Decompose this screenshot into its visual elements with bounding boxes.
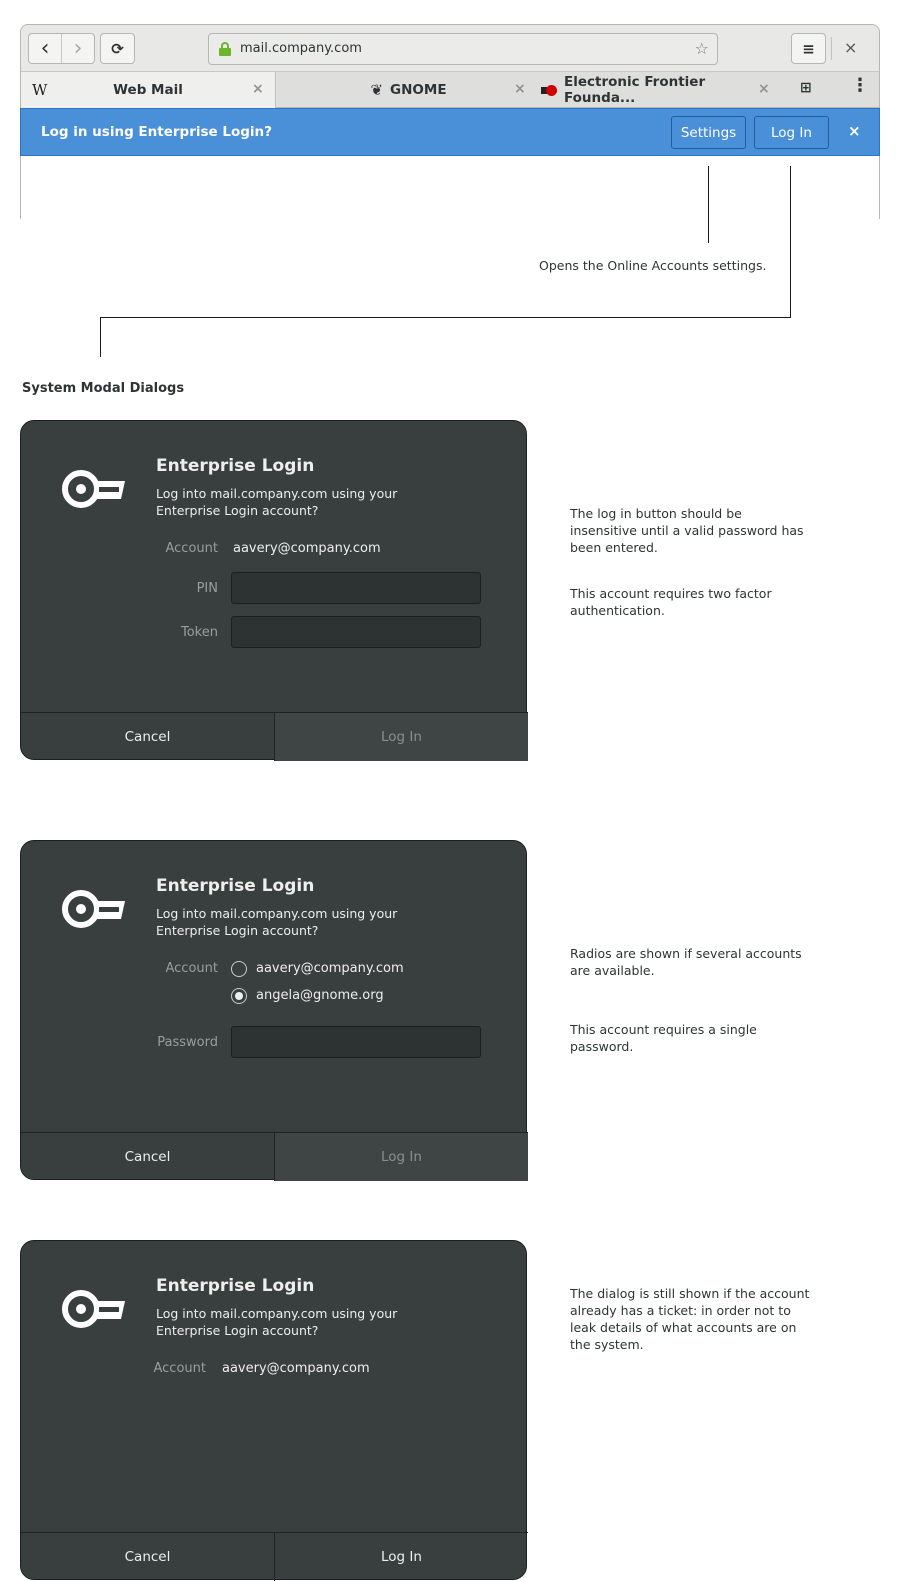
- tab-close-icon[interactable]: ×: [514, 81, 526, 97]
- menu-icon: ≡: [802, 39, 815, 58]
- dialog-description: Log into mail.company.com using your Enterprise Login account?: [156, 486, 398, 518]
- new-tab-icon[interactable]: ⊞: [800, 80, 812, 96]
- address-bar[interactable]: [208, 33, 718, 65]
- single-password-note: This account requires a single password.: [570, 1022, 757, 1054]
- tab-close-icon[interactable]: ×: [252, 81, 264, 97]
- page-content: [20, 156, 880, 219]
- login-callout-line-drop: [100, 317, 101, 357]
- bookmark-star-icon[interactable]: ☆: [694, 39, 709, 58]
- login-button[interactable]: Log In: [274, 713, 528, 761]
- tab-close-icon[interactable]: ×: [758, 81, 770, 97]
- dialog-footer: [21, 1532, 528, 1581]
- login-button[interactable]: Log In: [274, 1533, 528, 1581]
- login-button[interactable]: Log In: [274, 1133, 528, 1181]
- pin-label: PIN: [196, 581, 218, 596]
- radios-note: Radios are shown if several accounts are available.: [570, 946, 802, 978]
- tab-bar: [20, 71, 880, 108]
- dialog-title: Enterprise Login: [156, 456, 315, 476]
- infobar-message: Log in using Enterprise Login?: [41, 124, 272, 140]
- tab-web-mail[interactable]: [21, 72, 276, 108]
- window-close-icon[interactable]: ×: [844, 38, 858, 57]
- dialog-title: Enterprise Login: [156, 1276, 315, 1296]
- enterprise-login-dialog-multi-account: [20, 840, 527, 1180]
- eff-icon: [541, 85, 557, 96]
- tab-label: GNOME: [390, 82, 447, 98]
- key-icon: [61, 889, 127, 929]
- back-button[interactable]: [29, 34, 61, 63]
- enterprise-login-dialog-ticket: [20, 1240, 527, 1580]
- wikipedia-icon: W: [32, 81, 48, 99]
- account-value: aavery@company.com: [222, 1361, 370, 1376]
- ticket-note: The dialog is still shown if the account already has a ticket: in order not to leak details of what accounts are on the system.: [570, 1286, 810, 1352]
- token-label: Token: [181, 625, 218, 640]
- account-radio-selected[interactable]: [231, 988, 247, 1004]
- dialog-description: Log into mail.company.com using your Enterprise Login account?: [156, 906, 398, 938]
- reload-icon: ⟳: [111, 39, 124, 58]
- separator: [831, 37, 832, 60]
- back-icon: ‹: [40, 35, 50, 61]
- tab-label: Electronic Frontier Founda...: [563, 74, 706, 106]
- key-icon: [61, 1289, 127, 1329]
- tab-eff[interactable]: [541, 72, 781, 108]
- gnome-foot-icon: ❦: [370, 81, 384, 99]
- account-label: Account: [165, 961, 218, 976]
- cancel-button[interactable]: Cancel: [124, 1549, 171, 1565]
- infobar-login-button[interactable]: Log In: [754, 116, 829, 149]
- tab-label: Web Mail: [113, 82, 183, 98]
- account-radio[interactable]: [231, 961, 247, 977]
- forward-icon: ›: [73, 35, 83, 61]
- password-label: Password: [157, 1035, 218, 1050]
- enterprise-login-dialog-two-factor: [20, 420, 527, 760]
- navigation-buttons: [28, 33, 95, 64]
- account-value: aavery@company.com: [233, 541, 381, 556]
- account-option-label: angela@gnome.org: [256, 988, 384, 1003]
- dialog-footer: [21, 712, 528, 761]
- cancel-button[interactable]: Cancel: [124, 1149, 171, 1165]
- token-field[interactable]: [231, 616, 481, 648]
- settings-button[interactable]: Settings: [671, 116, 746, 149]
- forward-button[interactable]: [61, 34, 94, 63]
- infobar-close-icon[interactable]: ×: [848, 122, 861, 140]
- login-callout-line-horizontal: [100, 317, 791, 318]
- dialog-title: Enterprise Login: [156, 876, 315, 896]
- enterprise-login-infobar: [20, 108, 880, 156]
- key-icon: [61, 469, 127, 509]
- login-callout-line-vertical: [790, 166, 791, 318]
- settings-note: Opens the Online Accounts settings.: [539, 258, 767, 273]
- more-options-icon[interactable]: ⋮: [851, 75, 869, 96]
- lock-icon: [219, 42, 231, 56]
- dialog-footer: [21, 1132, 528, 1181]
- cancel-button[interactable]: Cancel: [124, 729, 171, 745]
- hamburger-menu-button[interactable]: [791, 33, 826, 64]
- account-label: Account: [165, 541, 218, 556]
- account-option-label: aavery@company.com: [256, 961, 404, 976]
- url-text: mail.company.com: [240, 41, 362, 56]
- dialog-description: Log into mail.company.com using your Enterprise Login account?: [156, 1306, 398, 1338]
- browser-window: [20, 24, 880, 219]
- settings-callout-line: [708, 166, 709, 243]
- account-label: Account: [153, 1361, 206, 1376]
- insensitive-note: The log in button should be insensitive until a valid password has been entered.: [570, 506, 804, 555]
- password-field[interactable]: [231, 1026, 481, 1058]
- pin-field[interactable]: [231, 572, 481, 604]
- header-bar: [20, 24, 880, 72]
- tab-gnome[interactable]: [276, 72, 541, 108]
- section-title: System Modal Dialogs: [22, 381, 185, 396]
- two-factor-note: This account requires two factor authentication.: [570, 586, 772, 618]
- reload-button[interactable]: [100, 33, 135, 64]
